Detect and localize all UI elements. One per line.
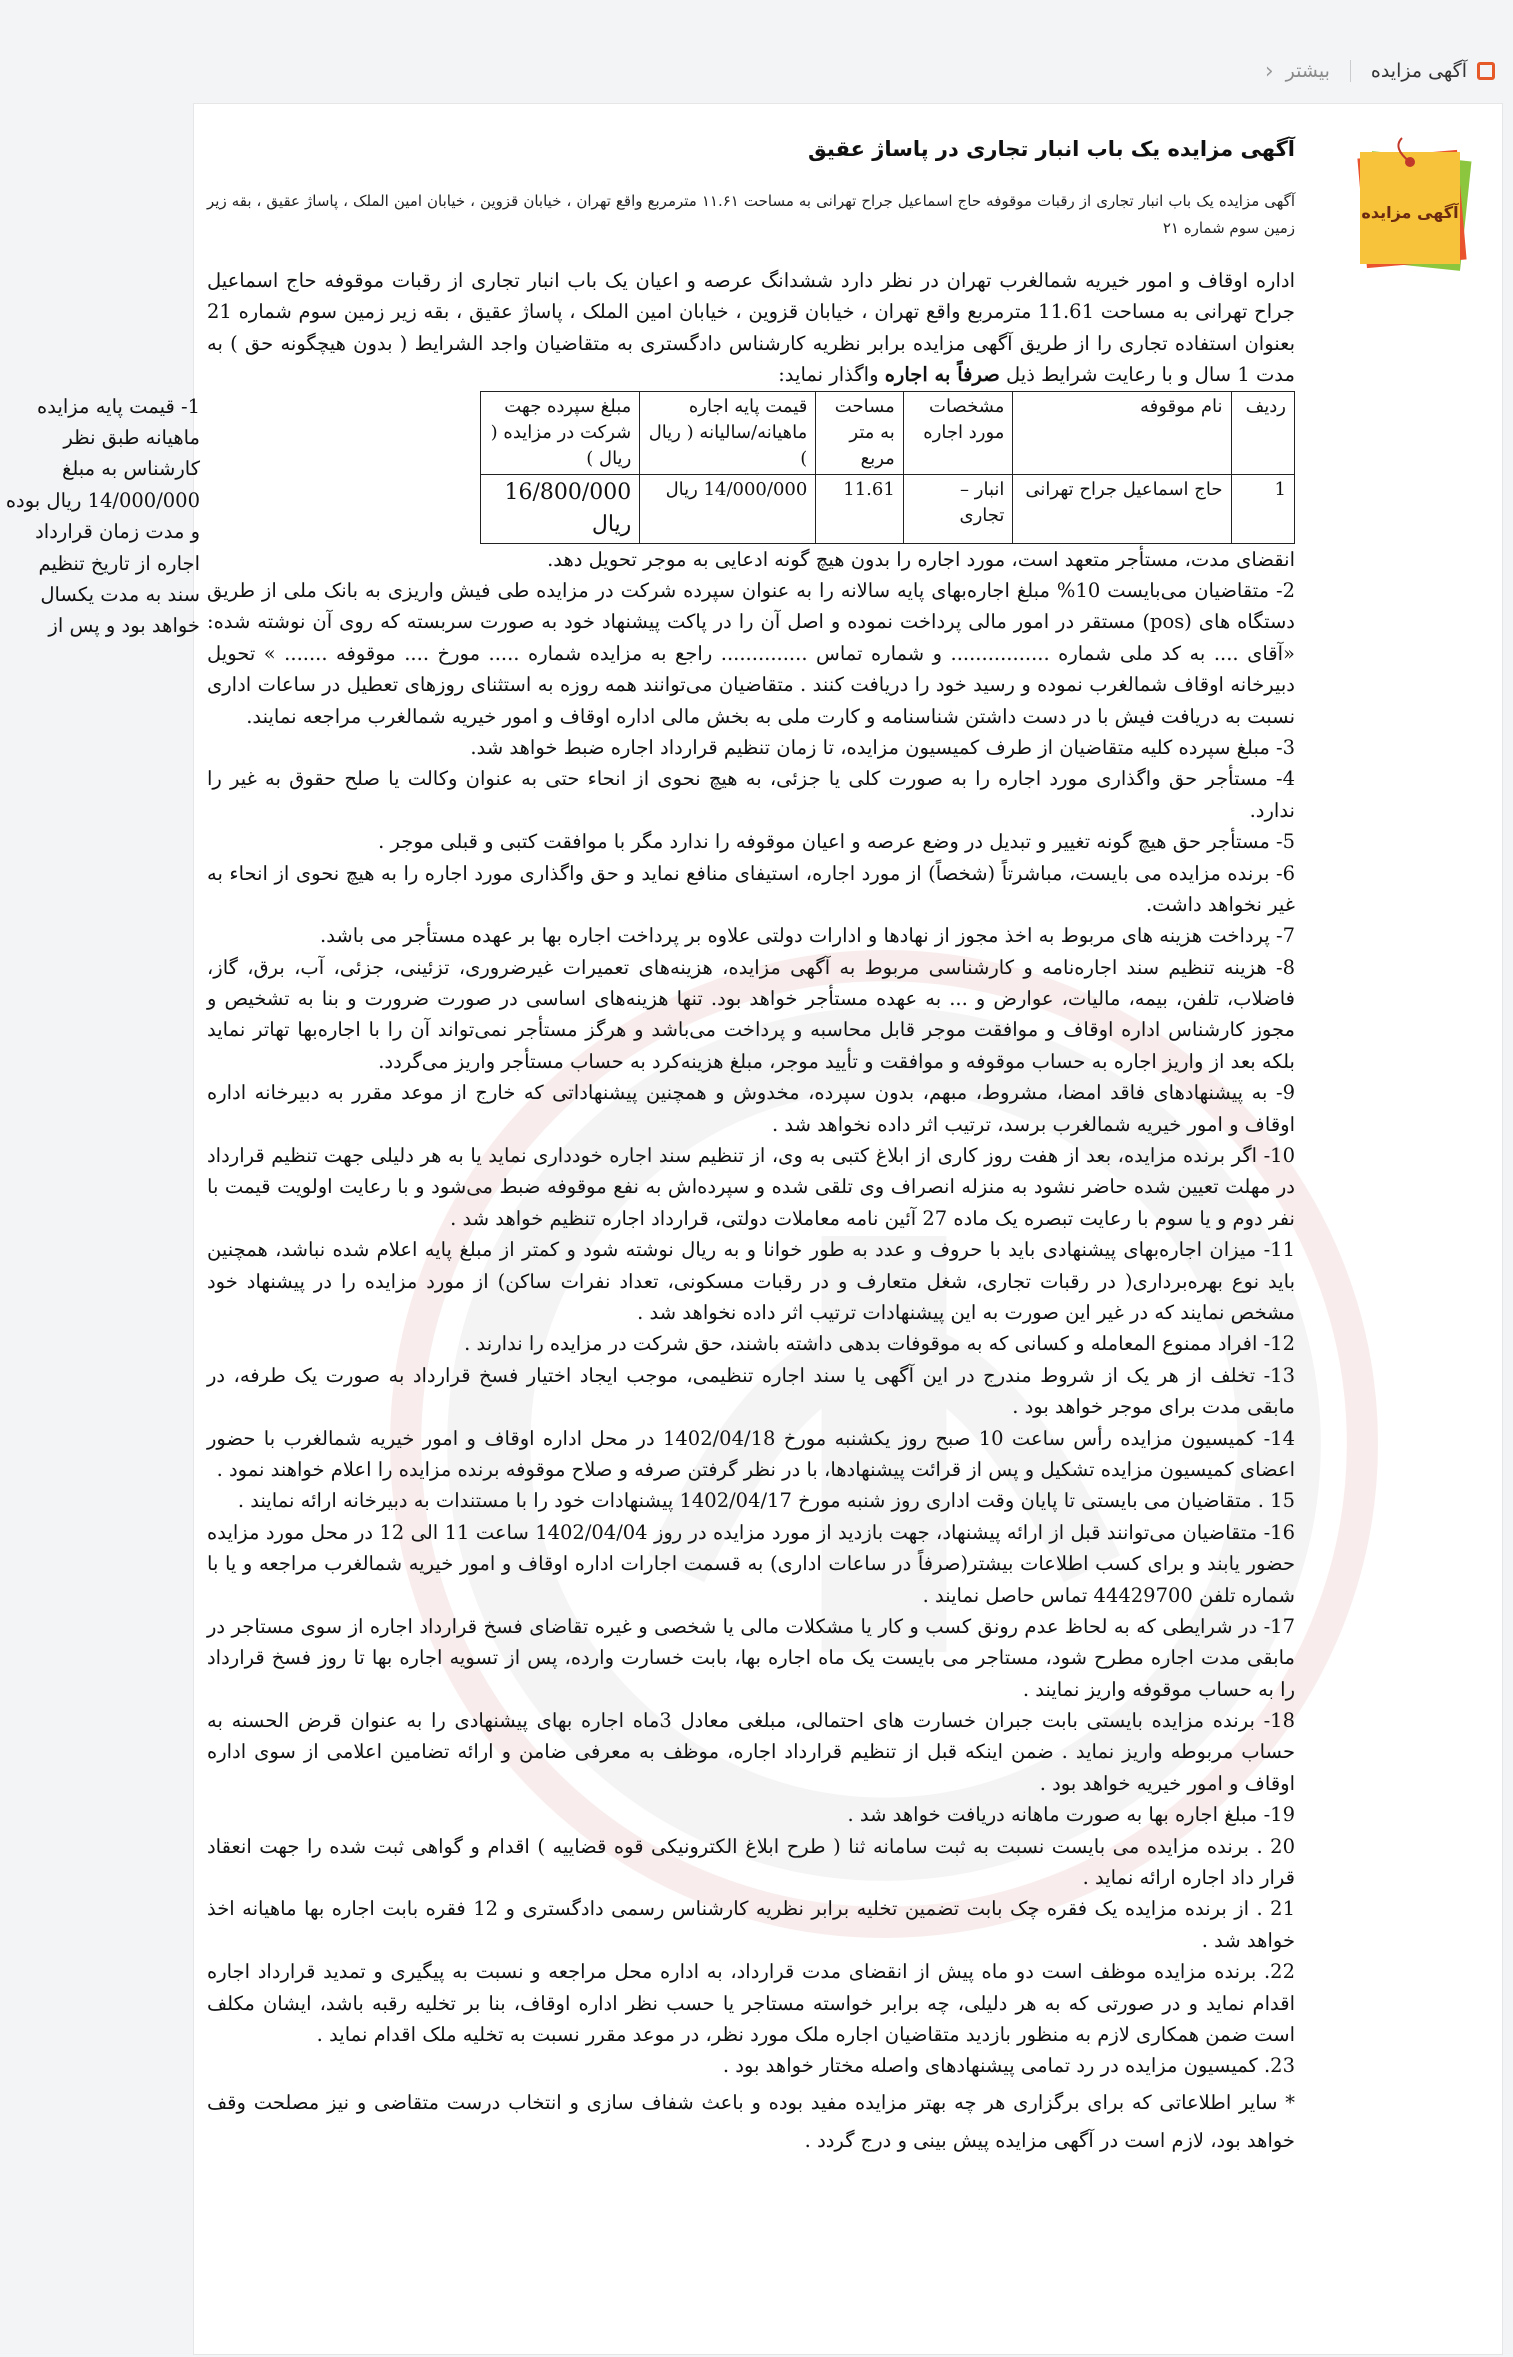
table-cell: 1 [1231, 474, 1295, 543]
clause-item: 12- افراد ممنوع المعامله و کسانی که به موقوفات بدهی داشته باشند، حق شرکت در مزایده را ندارند . [464, 1332, 1295, 1356]
table-cell: 14/000/000 ریال [640, 474, 816, 543]
table-header-cell: قیمت پایه اجاره ماهیانه/سالیانه ( ریال ) [640, 391, 816, 474]
clause-item: 7- پرداخت هزینه های مربوط به اخذ مجوز از نهادها و ادارات دولتی علاوه بر پرداخت اجاره بها بر عهده مستأجر می باشد. [320, 924, 1295, 948]
clause-item: 8- هزینه تنظیم سند اجاره‌نامه و کارشناسی مربوط به آگهی مزایده، هزینه‌های تعمیرات غیرضروری، تزئینی، جزئی، آب، برق، گاز، فاضلاب، تلفن، بیمه، مالیات، عوارض و ... به عهده مستأجر خواهد بود. تنها هزینه‌های اساسی در صورت ضرورت و بنا به تشخیص و مجوز کارشناس اداره اوقاف و موافقت موجر قابل محاسبه و پرداخت می‌باشد و هرگز مستأجر نمی‌تواند آن را با اجاره‌بها تهاتر نماید بلکه بعد از واریز اجاره به حساب موقوفه و موافقت و تأیید موجر، مبلغ هزینه‌کرد به حساب مستأجر واریز می‌گردد. [207, 955, 1295, 1073]
clause-item: 16- متقاضیان می‌توانند قبل از ارائه پیشنهاد، جهت بازدید از مورد مزایده در روز 1402/04/04 ساعت 11 الی 12 در محل مورد مزایده حضور یابند و برای کسب اطلاعات بیشتر(صرفاً در ساعات اداری) به قسمت اجارات اداره اوقاف و امور خیریه شمالغرب مراجعه و یا با شماره تلفن 44429700 تماس حاصل نمایند . [207, 1520, 1295, 1607]
clause-item: 10- اگر برنده مزایده، بعد از هفت روز کاری از ابلاغ کتبی به وی، از تنظیم سند اجاره خودداری نماید یا به هر دلیلی جهت تنظیم قرارداد در مهلت تعیین شده حاضر نشود به منزله انصراف وی تلقی شده و سپرده‌اش به نفع موقوفه ضبط می‌شود و با رعایت اولویت قیمت با نفر دوم و یا سوم با رعایت تبصره یک ماده 27 آئین نامه معاملات دولتی، قرارداد اجاره تنظیم خواهد شد . [207, 1144, 1295, 1230]
clause-item: 3- مبلغ سپرده کلیه متقاضیان از طرف کمیسیون مزایده، تا زمان تنظیم قرارداد اجاره ضبط خواهد شد. [470, 735, 1295, 759]
clause-item: 13- تخلف از هر یک از شروط مندرج در این آگهی یا سند اجاره تنظیمی، موجب ایجاد اختیار فسخ قرارداد به صورت یک طرفه، در مابقی مدت برای موجر خواهد بود . [207, 1363, 1295, 1419]
divider [1350, 60, 1351, 82]
clause-item: 14- کمیسیون مزایده رأس ساعت 10 صبح روز یکشنبه مورخ 1402/04/18 در محل اداره اوقاف و امور خیریه شمالغرب با حضور اعضای کمیسیون مزایده تشکیل و پس از قرائت پیشنهادها، با در نظر گرفتن صرفه و صلاح موقوفه برنده مزایده را اعلام خواهند نمود . [207, 1426, 1295, 1481]
chevron-left-icon[interactable]: ‹ [1264, 58, 1274, 84]
table-cell: انبار – تجاری [903, 474, 1013, 543]
clause-item: 22. برنده مزایده موظف است دو ماه پیش از انقضای مدت قرارداد، به اداره محل مراجعه و نسبت به پیگیری و تمدید قرارداد اجاره اقدام نماید و در صورتی که به هر دلیلی، چه برابر خواسته مستاجر یا حسب نظر اداره اوقاف، بنا بر تخلیه رقبه باشد، ایشان مکلف است ضمن همکاری لازم به منظور بازدید متقاضیان اجاره ملک مورد نظر، در موعد مقرر نسبت به تخلیه ملک اقدام نماید . [207, 1960, 1295, 2046]
clause-item: انقضای مدت، مستأجر متعهد است، مورد اجاره را بدون هیچ گونه ادعایی به موجر تحویل دهد. [547, 547, 1295, 571]
clause-item: 11- میزان اجاره‌بهای پیشنهادی باید با حروف و عدد به طور خوانا و به ریال نوشته شود و کمتر از مبلغ پایه اعلام شده نباشد، همچنین باید نوع بهره‌برداری( در رقبات تجاری، شغل متعارف و در رقبات مسکونی، تعداد نفرات ساکن) از مورد مزایده را در پیشنهاد خود مشخص نمایند که در غیر این صورت به این پیشنهادات ترتیب اثر داده نخواهد شد . [207, 1238, 1295, 1324]
clause-item: 23. کمیسیون مزایده در رد تمامی پیشنهادهای واصله مختار خواهد بود . [722, 2054, 1295, 2078]
clause-item: 18- برنده مزایده بایستی بابت جبران خسارت های احتمالی، مبلغی معادل 3ماه اجاره بهای پیشنهادی را به عنوان قرض الحسنه به حساب مربوطه واریز نماید . ضمن اینکه قبل از تنظیم قرارداد اجاره، موظف به معرفی ضامن و ارائه تضامین اعلامی از سوی اداره اوقاف و امور خیریه خواهد بود . [207, 1709, 1295, 1795]
table-cell: حاج اسماعیل جراح تهرانی [1013, 474, 1231, 543]
table-header-cell: مشخصات مورد اجاره [903, 391, 1013, 474]
intro-bold: صرفاً به اجاره [884, 363, 1000, 387]
table-header-row [481, 391, 1295, 474]
clause-item: 4- مستأجر حق واگذاری مورد اجاره را به صورت کلی یا جزئی، به هیچ نحوی از انحاء حتی به عنوان وکالت یا صلح حقوق به غیر را ندارد. [207, 767, 1295, 822]
intro-paragraph: اداره اوقاف و امور خیریه شمالغرب تهران در نظر دارد ششدانگ عرصه و اعیان یک باب انبار تجاری از رقبات موقوفه حاج اسماعیل جراح تهرانی به مساحت 11.61 مترمربع واقع تهران ، خیابان قزوین ، خیابان امین الملک ، پاساژ عقیق ، بقه زیر زمین سوم شماره 21 بعنوان استفاده تجاری را از طریق آگهی مزایده برابر نظریه کارشناس دادگستری به متقاضیان واجد الشرایط ( بدون هیچگونه حق ) به مدت 1 سال و با رعایت شرایط ذیل صرفاً به اجاره واگذار نماید: [207, 269, 1295, 387]
clause-item: 5- مستأجر حق هیچ گونه تغییر و تبدیل در وضع عرصه و اعیان موقوفه را ندارد مگر با موافقت کتبی و قبلی موجر . [378, 830, 1295, 854]
clause-item: 9- به پیشنهادهای فاقد امضا، مشروط، مبهم، بدون سپرده، مخدوش و همچنین پیشنهاداتی که خارج از موعد مقرر به دبیرخانه اداره اوقاف و امور خیریه شمالغرب برسد، ترتیب اثر داده نخواهد شد . [207, 1081, 1295, 1136]
table-header-cell: نام موقوفه [1013, 391, 1231, 474]
table-cell: 11.61 [816, 474, 903, 543]
breadcrumb-title[interactable]: آگهی مزایده [1370, 60, 1467, 82]
table-header-cell: ردیف [1231, 391, 1295, 474]
clause-item: 15 . متقاضیان می بایستی تا پایان وقت اداری روز شنبه مورخ 1402/04/17 پیشنهادات خود را با مستندات به دبیرخانه ارائه نمایند . [237, 1489, 1295, 1513]
auction-badge [1352, 138, 1472, 278]
table-header-cell: مبلغ سپرده جهت شرکت در مزایده ( ریال ) [481, 391, 640, 474]
clause-item: 20 . برنده مزایده می بایست نسبت به ثبت سامانه ثنا ( طرح ابلاغ الکترونیکی قوه قضاییه ) اقدام و گواهی ثبت شده را جهت انعقاد قرار داد اجاره ارائه نماید . [207, 1834, 1295, 1890]
top-breadcrumb-bar [175, 48, 1513, 94]
more-link[interactable]: بیشتر [1285, 60, 1330, 82]
table-cell: 16/800/000 ریال [481, 474, 640, 543]
badge-label: آگهی مزایده [1361, 203, 1459, 222]
auction-table [480, 391, 1295, 544]
clause-item: 17- در شرایطی که به لحاظ عدم رونق کسب و کار یا مشکلات مالی یا شخصی و غیره تقاضای فسخ قرارداد اجاره از سوی مستاجر در مابقی مدت اجاره مطرح شود، مستاجر می بایست یک ماه اجاره بها، بابت خسارت وارده، پس از تسویه اجاره بها تا روز فسخ قرارداد را به حساب موقوفه واریز نمایند . [207, 1614, 1295, 1701]
article-title: آگهی مزایده یک باب انبار تجاری در پاساژ عقیق [807, 137, 1295, 161]
square-icon [1477, 62, 1495, 80]
table-row [481, 474, 1295, 543]
clause-item: 21 . از برنده مزایده یک فقره چک بابت تضمین تخلیه برابر نظریه کارشناس رسمی دادگستری و 12 فقره بابت اجاره بها ماهیانه اخذ خواهد شد . [207, 1897, 1295, 1952]
table-header-cell: مساحت به متر مربع [816, 391, 903, 474]
footer-note: * سایر اطلاعاتی که برای برگزاری هر چه بهتر مزایده مفید بوده و باعث شفاف سازی و انتخاب درست متقاضی و نیز مصلحت وقف خواهد بود، لازم است در آگهی مزایده پیش بینی و درج گردد . [207, 2090, 1295, 2152]
article-card [5, 103, 1503, 2355]
article-body [5, 265, 1296, 2082]
clause-item: 19- مبلغ اجاره بها به صورت ماهانه دریافت خواهد شد . [847, 1803, 1295, 1827]
clause-item: 2- متقاضیان می‌بایست 10% مبلغ اجاره‌بهای پایه سالانه را به عنوان سپرده شرکت در مزایده طی فیش واریزی به بانک ملی از طریق دستگاه های (pos) مستقر در امور مالی پرداخت نموده و اصل آن را در پاکت پیشنهاد خود به صورت سربسته که روی آن نوشته شده: «آقای .... به کد ملی شماره ................ و شماره تماس .............. راجع به مزایده شماره ..... مورخ .... موقوفه ....... » تحویل دبیرخانه اوقاف شمالغرب نموده و رسید خود را دریافت کنند . متقاضیان می‌توانند همه روزه به استثنای روزهای تعطیل در ساعات اداری نسبت به دریافت فیش با در دست داشتن شناسنامه و کارت ملی به بخش مالی اداره اوقاف و امور خیریه شمالغرب مراجعه نمایند. [207, 579, 1296, 728]
clause-1-note: 1- قیمت پایه مزایده ماهیانه طبق نظر کارشناس به مبلغ 14/000/000 ریال بوده و مدت زمان قرارداد اجاره از تاریخ تنظیم سند به مدت یکسال خواهد بود و پس از [5, 394, 200, 638]
clause-list [207, 544, 1295, 2082]
clause-item: 6- برنده مزایده می بایست، مباشرتاً (شخصاً) از مورد اجاره، استیفای منافع نماید و حق واگذاری مورد اجاره را به هیچ نحوی از انحاء به غیر نخواهد داشت. [207, 861, 1295, 916]
article-content [5, 134, 1296, 2179]
article-summary: آگهی مزایده یک باب انبار تجاری از رقبات موقوفه حاج اسماعیل جراح تهرانی به مساحت ۱۱.۶۱ مترمربع واقع تهران ، خیابان قزوین ، خیابان امین الملک ، پاساژ عقیق ، بقه زیر زمین سوم شماره ۲۱ [207, 191, 1295, 238]
